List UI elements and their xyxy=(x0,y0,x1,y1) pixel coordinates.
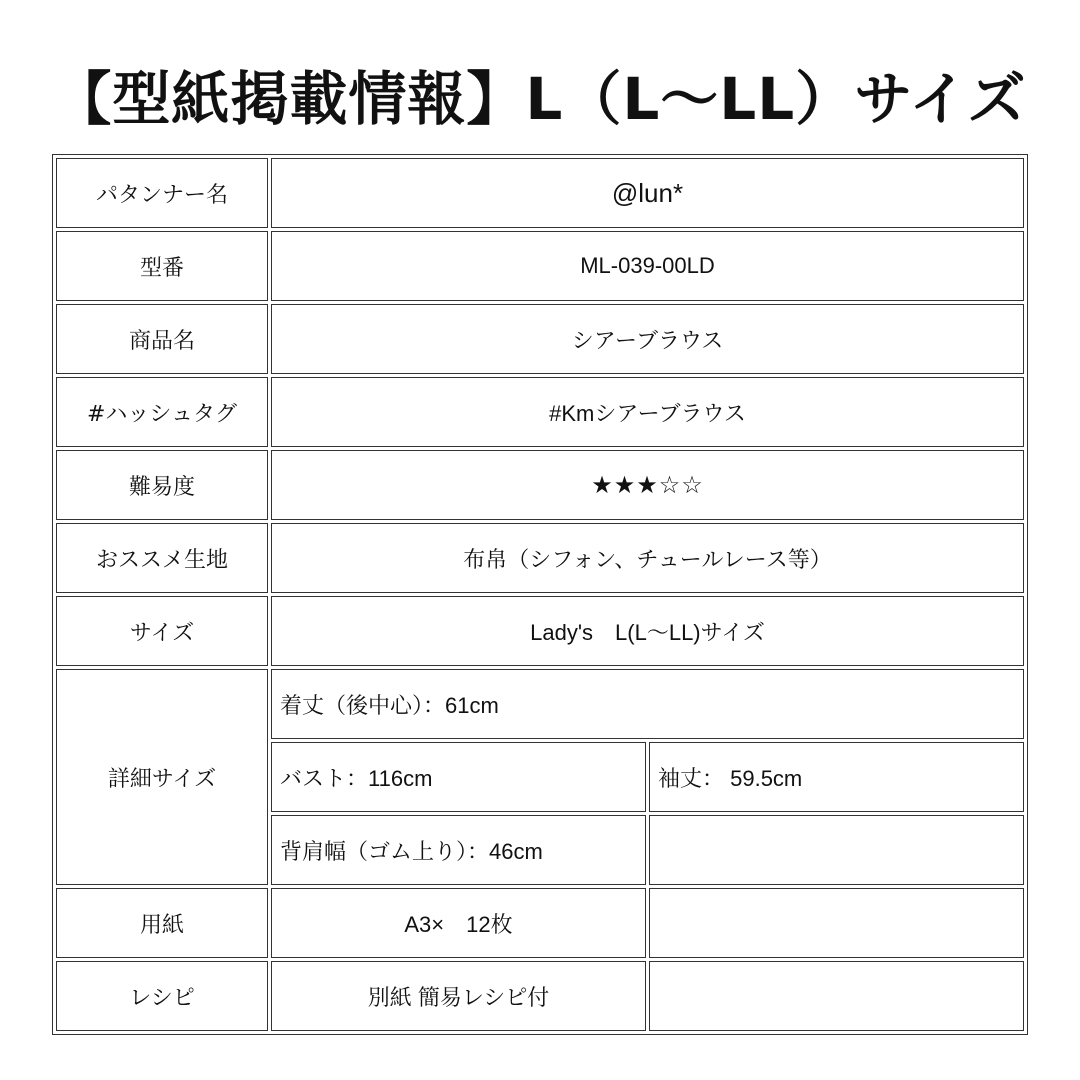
recipe-value: 別紙 簡易レシピ付 xyxy=(271,961,646,1031)
table-row xyxy=(56,596,1024,666)
size-label: サイズ xyxy=(56,596,268,666)
difficulty-label: 難易度 xyxy=(56,450,268,520)
difficulty-stars: ★★★☆☆ xyxy=(271,450,1024,520)
detail-size-label: 詳細サイズ xyxy=(56,669,268,885)
table-row xyxy=(56,231,1024,301)
model-no-label: 型番 xyxy=(56,231,268,301)
table-row xyxy=(56,377,1024,447)
fabric-value: 布帛（シフォン、チュールレース等） xyxy=(271,523,1024,593)
page-title: 【型紙掲載情報】L（L〜LL）サイズ xyxy=(53,65,1027,133)
table-row xyxy=(56,669,1024,739)
empty-cell xyxy=(649,961,1024,1031)
table-row xyxy=(56,523,1024,593)
paper-value: A3× 12枚 xyxy=(271,888,646,958)
hashtag-label: #ハッシュタグ xyxy=(56,377,268,447)
table-row xyxy=(56,158,1024,228)
hashtag-value: #Kmシアーブラウス xyxy=(271,377,1024,447)
bust-value: バスト：116cm xyxy=(271,742,646,812)
product-value: シアーブラウス xyxy=(271,304,1024,374)
paper-label: 用紙 xyxy=(56,888,268,958)
sleeve-value: 袖丈： 59.5cm xyxy=(649,742,1024,812)
table-row xyxy=(56,304,1024,374)
fabric-label: おススメ生地 xyxy=(56,523,268,593)
length-value: 着丈（後中心）：61cm xyxy=(271,669,1024,739)
model-no-value: ML-039-00LD xyxy=(271,231,1024,301)
pattern-info-table xyxy=(52,154,1028,1035)
size-value: Lady's L(L〜LL)サイズ xyxy=(271,596,1024,666)
empty-cell xyxy=(649,888,1024,958)
designer-value: @lun* xyxy=(271,158,1024,228)
designer-label: パタンナー名 xyxy=(56,158,268,228)
product-label: 商品名 xyxy=(56,304,268,374)
empty-cell xyxy=(649,815,1024,885)
back-width-value: 背肩幅（ゴム上り）：46cm xyxy=(271,815,646,885)
table-row xyxy=(56,961,1024,1031)
table-row xyxy=(56,888,1024,958)
recipe-label: レシピ xyxy=(56,961,268,1031)
table-row xyxy=(56,450,1024,520)
